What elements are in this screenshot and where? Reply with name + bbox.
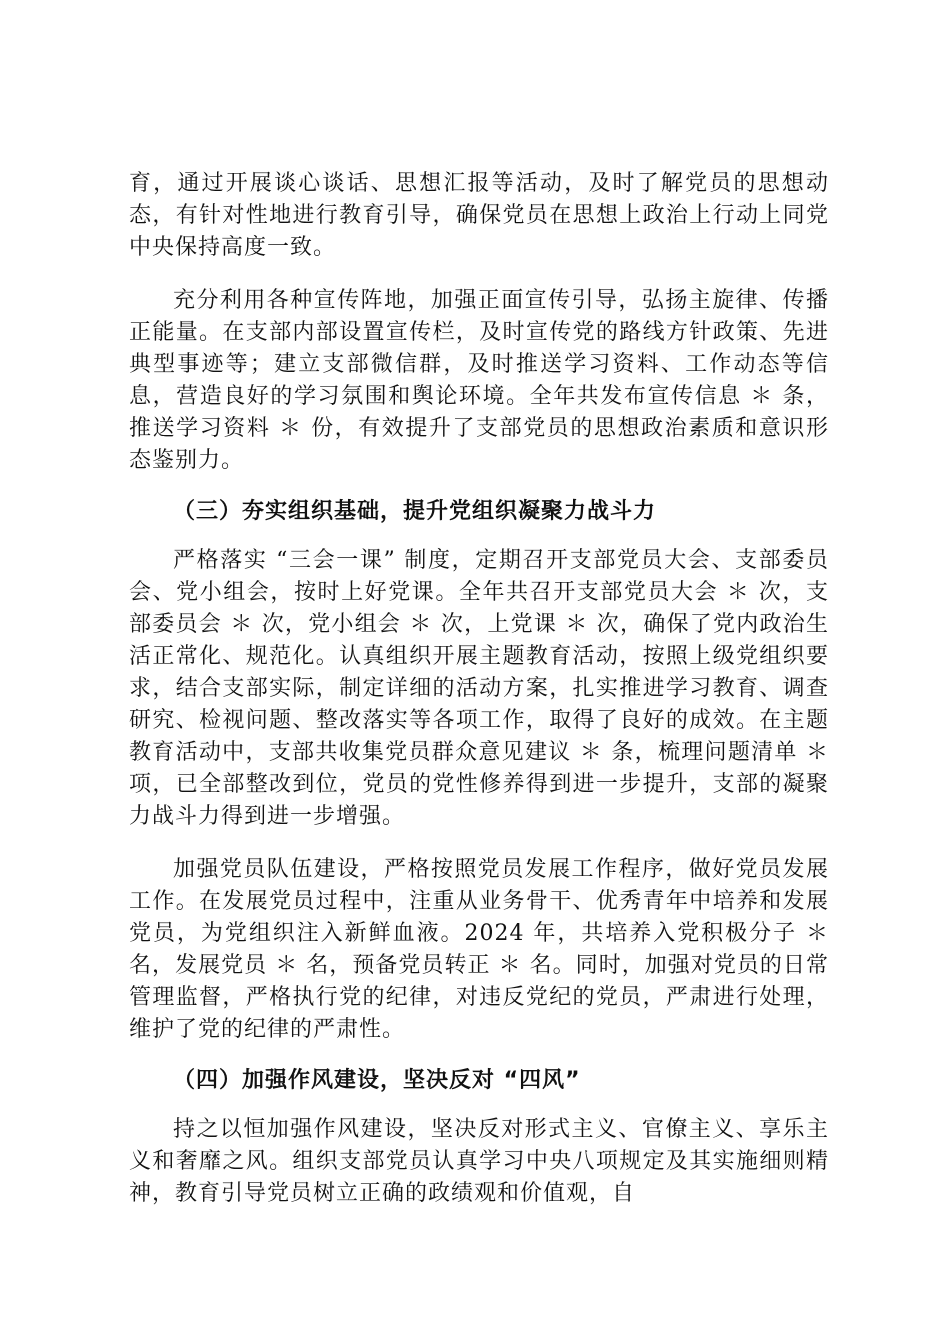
paragraph-member-building: 加强党员队伍建设，严格按照党员发展工作程序，做好党员发展工作。在发展党员过程中，注重从业务骨干、优秀青年中培养和发展党员，为党组织注入新鲜血液。2024 年，共培养入党积极分子 ＊ 名，发展党员 ＊ 名，预备党员转正 ＊ 名。同时，加强对党员的日常管理监督，严格执行党的纪律，对违反党纪的党员，严肃进行处理，维护了党的纪律的严肃性。 — [129, 857, 829, 1042]
paragraph-organization: 严格落实 “三会一课” 制度，定期召开支部党员大会、支部委员会、党小组会，按时上好党课。全年共召开支部党员大会 ＊ 次，支部委员会 ＊ 次，党小组会 ＊ 次，上党课 ＊ 次，确保了党内政治生活正常化、规范化。认真组织开展主题教育活动，按照上级党组织要求，结合支部实际，制定详细的活动方案，扎实推进学习教育、调查研究、检视问题、整改落实等各项工作，取得了良好的成效。在主题教育活动中，支部共收集党员群众意见建议 ＊ 条，梳理问题清单 ＊ 项，已全部整改到位，党员的党性修养得到进一步提升，支部的凝聚力战斗力得到进一步增强。 — [129, 548, 829, 829]
paragraph-continued: 育，通过开展谈心谈话、思想汇报等活动，及时了解党员的思想动态，有针对性地进行教育引导，确保党员在思想上政治上行动上同党中央保持高度一致。 — [129, 171, 829, 260]
section-heading-4: （四）加强作风建设，坚决反对 “四风” — [173, 1068, 581, 1093]
document-page — [129, 168, 829, 1210]
paragraph-work-style: 持之以恒加强作风建设，坚决反对形式主义、官僚主义、享乐主义和奢靡之风。组织支部党员认真学习中央八项规定及其实施细则精神，教育引导党员树立正确的政绩观和价值观，自 — [129, 1117, 829, 1206]
section-heading-3: （三）夯实组织基础，提升党组织凝聚力战斗力 — [173, 499, 657, 524]
paragraph-publicity: 充分利用各种宣传阵地，加强正面宣传引导，弘扬主旋律、传播正能量。在支部内部设置宣传栏，及时宣传党的路线方针政策、先进典型事迹等；建立支部微信群，及时推送学习资料、工作动态等信息，营造良好的学习氛围和舆论环境。全年共发布宣传信息 ＊ 条，推送学习资料 ＊ 份，有效提升了支部党员的思想政治素质和意识形态鉴别力。 — [129, 288, 829, 473]
